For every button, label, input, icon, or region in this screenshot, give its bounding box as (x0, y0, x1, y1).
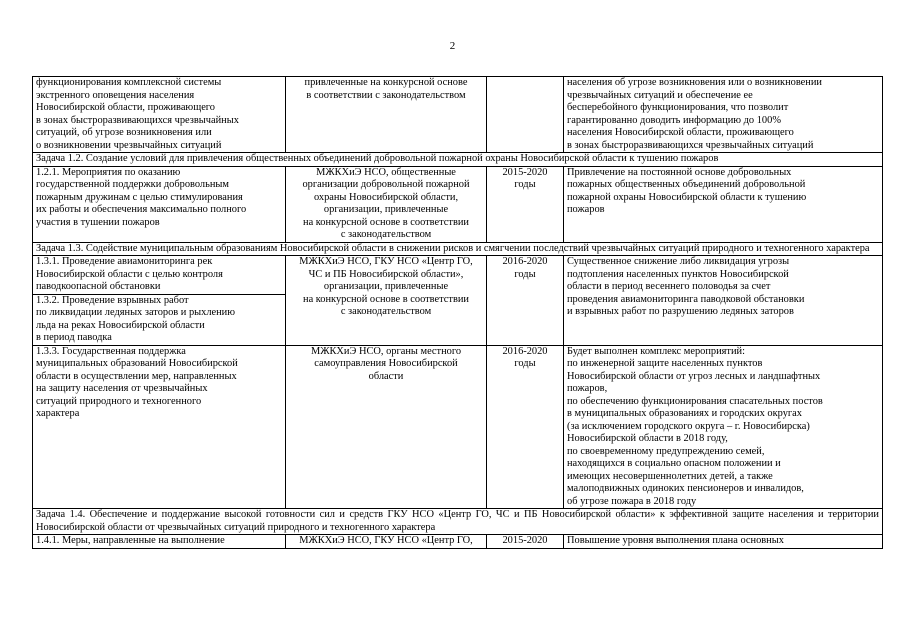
period-cell: 2015-2020 годы (487, 166, 564, 242)
task-row (33, 242, 883, 256)
result-cell: Существенное снижение либо ликвидация угрозы подтопления населенных пунктов Новосибирской области в период весеннего половодья за счет проведения авиамониторинга паводковой обстановки и взрывных работ по разрушению ледяных заторов (564, 256, 883, 346)
executor-cell: МЖКХиЭ НСО, ГКУ НСО «Центр ГО, (286, 535, 487, 549)
period-cell: 2016-2020 годы (487, 345, 564, 509)
period-cell: 2015-2020 (487, 535, 564, 549)
table-row (33, 77, 883, 153)
task-row (33, 509, 883, 535)
executor-cell: МЖКХиЭ НСО, ГКУ НСО «Центр ГО, ЧС и ПБ Новосибирской области», организации, привлеченные на конкурсной основе в соответствии с законодательством (286, 256, 487, 346)
period-cell (487, 77, 564, 153)
task-heading: Задача 1.3. Содействие муниципальным образованиям Новосибирской области в снижении рисков и смягчении последствий чрезвычайных ситуаций природного и техногенного характера (33, 242, 883, 256)
measure-cell: функционирования комплексной системы экстренного оповещения населения Новосибирской области, проживающего в зонах быстроразвивающихся чрезвычайных ситуаций, об угрозе возникновения или о возникновении чрезвычайных ситуаций (33, 77, 286, 153)
executor-cell: привлеченные на конкурсной основе в соответствии с законодательством (286, 77, 487, 153)
measure-1-3-1: 1.3.1. Проведение авиамониторинга рек Новосибирской области с целью контроля паводкоопасной обстановки (36, 256, 223, 292)
executor-cell: МЖКХиЭ НСО, органы местного самоуправления Новосибирской области (286, 345, 487, 509)
measure-cell: 1.3.3. Государственная поддержка муниципальных образований Новосибирской области в осуществлении мер, направленных на защиту населения от чрезвычайных ситуаций природного и техногенного характера (33, 345, 286, 509)
measure-cell: 1.4.1. Меры, направленные на выполнение (33, 535, 286, 549)
measure-cell (33, 256, 286, 346)
result-cell: населения об угрозе возникновения или о возникновении чрезвычайных ситуаций и обеспечение ее бесперебойного функционирования, что позволит гарантированно доводить информацию до 100% населения Новосибирской области, проживающего в зонах быстроразвивающихся чрезвычайных ситуаций (564, 77, 883, 153)
table-row (33, 345, 883, 509)
measure-1-3-2: 1.3.2. Проведение взрывных работ по ликвидации ледяных заторов и рыхлению льда на реках Новосибирской области в период паводка (33, 294, 285, 345)
measure-cell: 1.2.1. Мероприятия по оказанию государственной поддержки добровольным пожарным дружинам с целью стимулирования их работы и обеспечения максимально полного участия в тушении пожаров (33, 166, 286, 242)
page-number: 2 (449, 40, 456, 52)
task-heading: Задача 1.4. Обеспечение и поддержание высокой готовности сил и средств ГКУ НСО «Центр ГО, ЧС и ПБ Новосибирской области» к эффективной защите населения и территории Новосибирской области от чрезвычайных ситуаций природного и техногенного характера (33, 509, 883, 535)
result-cell: Повышение уровня выполнения плана основных (564, 535, 883, 549)
table-row (33, 166, 883, 242)
period-cell: 2016-2020 годы (487, 256, 564, 346)
executor-cell: МЖКХиЭ НСО, общественные организации добровольной пожарной охраны Новосибирской области, организации, привлеченные на конкурсной основе в соответствии с законодательством (286, 166, 487, 242)
table-row (33, 535, 883, 549)
task-row (33, 153, 883, 167)
result-cell: Привлечение на постоянной основе добровольных пожарных общественных объединений добровольной пожарной охраны Новосибирской области к тушению пожаров (564, 166, 883, 242)
task-heading: Задача 1.2. Создание условий для привлечения общественных объединений добровольной пожарной охраны Новосибирской области к тушению пожаров (33, 153, 883, 167)
program-table (32, 76, 883, 549)
result-cell: Будет выполнен комплекс мероприятий: по инженерной защите населенных пунктов Новосибирской области от угроз лесных и ландшафтных пожаров, по обеспечению функционирования спасательных постов в муниципальных образованиях и городских округах (за исключением городского округа – г. Новосибирска) Новосибирской области в 2018 году, по своевременному предупреждению семей, находящихся в социально опасном положении и имеющих несовершеннолетних детей, а также малоподвижных одиноких пенсионеров и инвалидов, об угрозе пожара в 2018 году (564, 345, 883, 509)
table-row (33, 256, 883, 346)
